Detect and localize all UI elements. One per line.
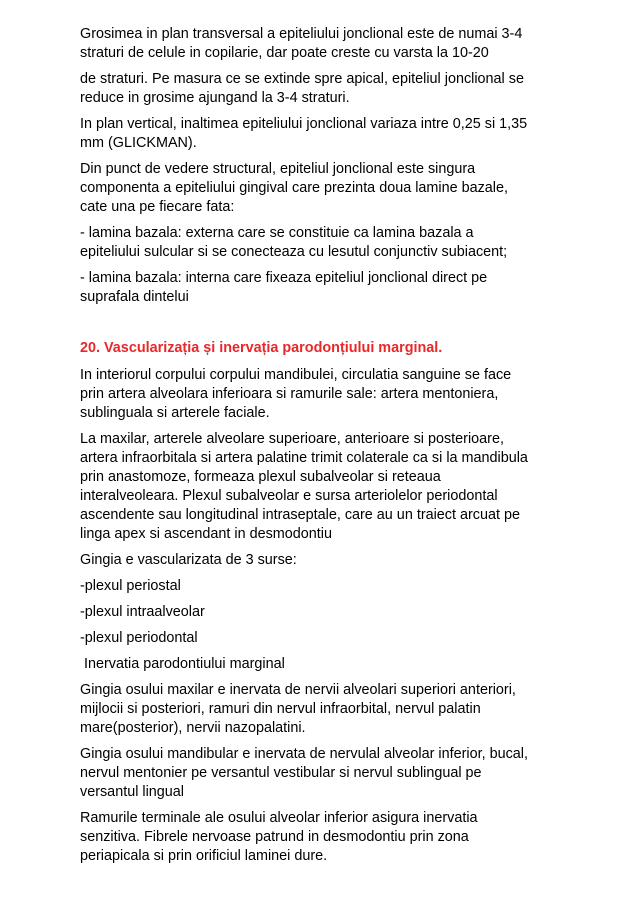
heading-text: 20. Vascularizația și inervația parodonțiului marginal. (80, 340, 443, 356)
text-line: mare(posterior), nervii nazopalatini. (80, 720, 306, 736)
text-line: reduce in grosime ajungand la 3-4 straturi. (80, 90, 350, 106)
text-line: straturi de celule in copilarie, dar poate creste cu varsta la 10-20 (80, 45, 489, 61)
paragraph-gingiva-sources (80, 551, 560, 570)
text-line: Gingia e vascularizata de 3 surse: (80, 552, 297, 568)
paragraph-apical-extension (80, 70, 560, 108)
text-line: mijlocii si posteriori, ramuri din nervul infraorbital, nervul palatin (80, 701, 481, 717)
paragraph-terminal-branches (80, 809, 560, 866)
text-line: componenta a epiteliului gingival care prezinta doua lamine bazale, (80, 180, 508, 196)
text-line: -plexul periodontal (80, 630, 198, 646)
text-line: artera infraorbitala si artera palatine trimit colaterale ca si la mandibula (80, 450, 528, 466)
paragraph-epithelium-thickness (80, 25, 560, 63)
paragraph-mandible-innervation (80, 745, 560, 802)
document-body (80, 25, 560, 866)
text-line: de straturi. Pe masura ce se extinde spre apical, epiteliul jonclional se (80, 71, 524, 87)
text-line: - lamina bazala: externa care se constituie ca lamina bazala a (80, 225, 474, 241)
text-line: suprafala dintelui (80, 289, 189, 305)
text-line: periapicala si prin orificiul laminei dure. (80, 848, 328, 864)
text-line: mm (GLICKMAN). (80, 135, 197, 151)
text-line: - lamina bazala: interna care fixeaza epiteliul jonclional direct pe (80, 270, 488, 286)
text-line: In interiorul corpului corpului mandibulei, circulatia sanguine se face (80, 367, 512, 383)
list-item-periostal (80, 577, 560, 596)
list-item-intraalveolar (80, 603, 560, 622)
text-line: Din punct de vedere structural, epiteliul jonclional este singura (80, 161, 476, 177)
text-line: Ramurile terminale ale osului alveolar inferior asigura inervatia (80, 810, 478, 826)
paragraph-maxilla-arteries (80, 430, 560, 544)
text-line: prin artera alveolara inferioara si ramurile sale: artera mentoniera, (80, 386, 499, 402)
paragraph-structural (80, 160, 560, 217)
section-heading (80, 339, 560, 358)
text-line: -plexul periostal (80, 578, 181, 594)
paragraph-maxilla-innervation (80, 681, 560, 738)
paragraph-vertical-height (80, 115, 560, 153)
text-line: Gingia osului mandibular e inervata de nervulal alveolar inferior, bucal, (80, 746, 528, 762)
text-line: In plan vertical, inaltimea epiteliului jonclional variaza intre 0,25 si 1,35 (80, 116, 528, 132)
text-line: ascendente sau longitudinal intraseptale, care au un traiect arcuat pe (80, 507, 521, 523)
text-line: epiteliului sulcular si se conecteaza cu lesutul conjunctiv subiacent; (80, 244, 508, 260)
paragraph-internal-lamina (80, 269, 560, 307)
text-line: versantul lingual (80, 784, 184, 800)
text-line: interalveoleara. Plexul subalveolar e sursa arteriolelor periodontal (80, 488, 498, 504)
text-line: La maxilar, arterele alveolare superioare, anterioare si posterioare, (80, 431, 504, 447)
subheading-innervation (80, 655, 560, 674)
text-line: sublinguala si arterele faciale. (80, 405, 270, 421)
text-line: prin anastomoze, formeaza plexul subalveolar si reteaua (80, 469, 441, 485)
list-item-periodontal (80, 629, 560, 648)
text-line: linga apex si ascendant in desmodontiu (80, 526, 333, 542)
text-line: cate una pe fiecare fata: (80, 199, 235, 215)
text-line: Grosimea in plan transversal a epiteliului jonclional este de numai 3-4 (80, 26, 523, 42)
text-line: senzitiva. Fibrele nervoase patrund in desmodontiu prin zona (80, 829, 469, 845)
text-line: Gingia osului maxilar e inervata de nervii alveolari superiori anteriori, (80, 682, 516, 698)
paragraph-mandible-circulation (80, 366, 560, 423)
paragraph-external-lamina (80, 224, 560, 262)
text-line: -plexul intraalveolar (80, 604, 205, 620)
text-line: Inervatia parodontiului marginal (80, 656, 285, 672)
text-line: nervul mentonier pe versantul vestibular si nervul sublingual pe (80, 765, 482, 781)
